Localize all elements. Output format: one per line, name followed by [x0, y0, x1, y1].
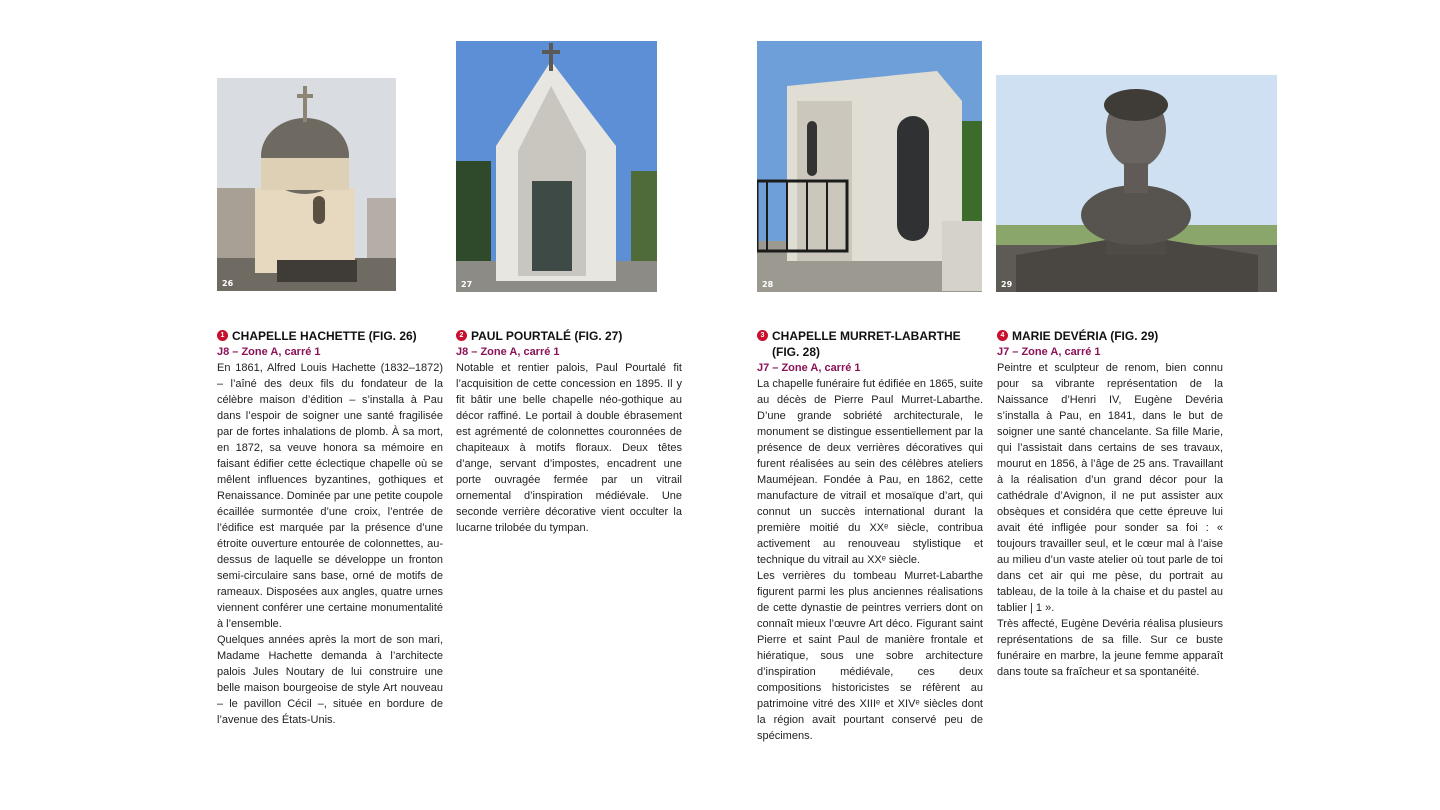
- paragraph: Notable et rentier palois, Paul Pourtalé fit l’acquisition de cette concession en 1895. Il y fit bâtir une belle chapelle néo-gothique au décor raffiné. Le portail à double ébrasement est agrémenté de colonnettes couronnées de chapiteaux à motifs floraux. Deux têtes d’ange, servant d’impostes, encadrent une porte ouvragée fermée par un vitrail ornemental d’inspiration médiévale. Une seconde verrière décorative vient occulter la lucarne trilobée du tympan.: [456, 362, 682, 534]
- figure-number: 26: [222, 279, 234, 288]
- number-badge: 2: [456, 330, 467, 341]
- paragraph: Quelques années après la mort de son mari, Madame Hachette demanda à l’architecte palois Jules Noutary de lui construire une belle maison bourgeoise de style Art nouveau – le pavillon Cécil –, située en bordure de l’avenue des États-Unis.: [217, 634, 443, 726]
- paragraph: Très affecté, Eugène Devéria réalisa plusieurs représentations de sa fille. Sur ce buste funéraire en marbre, la jeune femme apparaît dans toute sa fraîcheur et sa spontanéité.: [997, 618, 1223, 678]
- paragraph: En 1861, Alfred Louis Hachette (1832–1872) – l’aîné des deux fils du fondateur de la célèbre maison d’édition – s’installa à Pau dans l’espoir de soigner une santé fragilisée par de fortes inhalations de plomb. À sa mort, en 1872, sa veuve honora sa mémoire en faisant édifier cette éclectique chapelle où se mêlent influences byzantines, gothiques et Renaissance. Dominée par une petite coupole écaillée surmontée d’une croix, l’entrée de l’édifice est marquée par la présence d’une étroite ouverture entourée de colonnettes, au-dessus de laquelle se développe un fronton semi-circulaire sans base, orné de motifs de rameaux. Disposées aux angles, quatre urnes viennent conférer une certaine monumentalité à l’ensemble.: [217, 362, 443, 630]
- entry-title: CHAPELLE MURRET-LABARTHE (FIG. 28): [772, 329, 961, 359]
- paragraph: La chapelle funéraire fut édifiée en 1865, suite au décès de Pierre Paul Murret-Labarthe. D’une grande sobriété architecturale, le monument se distingue essentiellement par la présence de deux verrières décoratives qui furent réalisées au sein des célèbres ateliers Mauméjean. Fondée à Pau, en 1862, cette manufacture de vitrail et mosaïque d’art, qui connut un succès international durant la première moitié du XXᵉ siècle, contribua activement au renouveau stylistique et technique du vitrail au XXᵉ siècle.: [757, 378, 983, 566]
- entry-marie-deveria: [997, 328, 1223, 680]
- photo-paul-pourtale: [456, 41, 657, 292]
- entry-title: CHAPELLE HACHETTE (FIG. 26): [232, 329, 417, 343]
- figure-number: 28: [762, 280, 774, 289]
- entry-location: J8 – Zone A, carré 1: [456, 346, 560, 358]
- entry-text: [997, 360, 1223, 680]
- entry-paul-pourtale: [456, 328, 682, 536]
- entry-chapelle-hachette: [217, 328, 443, 728]
- entry-text: [757, 376, 983, 744]
- entry-chapelle-murret-labarthe: [757, 328, 983, 744]
- photo-chapelle-hachette: [217, 78, 396, 291]
- entry-location: J8 – Zone A, carré 1: [217, 346, 321, 358]
- figure-number: 29: [1001, 280, 1013, 289]
- entry-title: MARIE DEVÉRIA (FIG. 29): [1012, 329, 1159, 343]
- entry-heading: [217, 328, 443, 344]
- entry-text: [456, 360, 682, 536]
- entry-location: J7 – Zone A, carré 1: [757, 362, 861, 374]
- photo-marie-deveria: [996, 75, 1277, 292]
- paragraph: Les verrières du tombeau Murret-Labarthe figurent parmi les plus anciennes réalisations de cette dynastie de peintres verriers dont on connaît mieux l’œuvre Art déco. Figurant saint Pierre et saint Paul de manière frontale et hiératique, sous une sobre architecture d’inspiration médiévale, ces deux compositions historicistes se réfèrent au patrimoine vitré des XIIIᵉ et XIVᵉ siècles dont la région avait pourtant conservé peu de spécimens.: [757, 570, 983, 742]
- entry-title: PAUL POURTALÉ (FIG. 27): [471, 329, 623, 343]
- number-badge: 4: [997, 330, 1008, 341]
- entry-heading: [997, 328, 1223, 344]
- entry-heading: [757, 328, 983, 360]
- figure-number: 27: [461, 280, 473, 289]
- number-badge: 1: [217, 330, 228, 341]
- entry-heading: [456, 328, 682, 344]
- paragraph: Peintre et sculpteur de renom, bien connu pour sa vibrante représentation de la Naissance d’Henri IV, Eugène Devéria s’installa à Pau, en 1841, dans le but de soigner une santé chancelante. Sa fille Marie, qui l’assistait dans certains de ses travaux, mourut en 1856, à l’âge de 25 ans. Travaillant à la réalisation d’un grand décor pour la cathédrale d’Avignon, il ne put assister aux obsèques et considéra que cette épreuve lui avait été infligée pour sonder sa foi : « toujours travailler seul, et le cœur mal à l’aise au milieu d’un vaste atelier où tout parle de toi dans cet air qui me pèse, du portrait au tableau, de la toile à la chaise et du pastel au tablier | 1 ».: [997, 362, 1223, 614]
- photo-chapelle-murret-labarthe: [757, 41, 982, 292]
- entry-location: J7 – Zone A, carré 1: [997, 346, 1101, 358]
- entry-text: [217, 360, 443, 728]
- number-badge: 3: [757, 330, 768, 341]
